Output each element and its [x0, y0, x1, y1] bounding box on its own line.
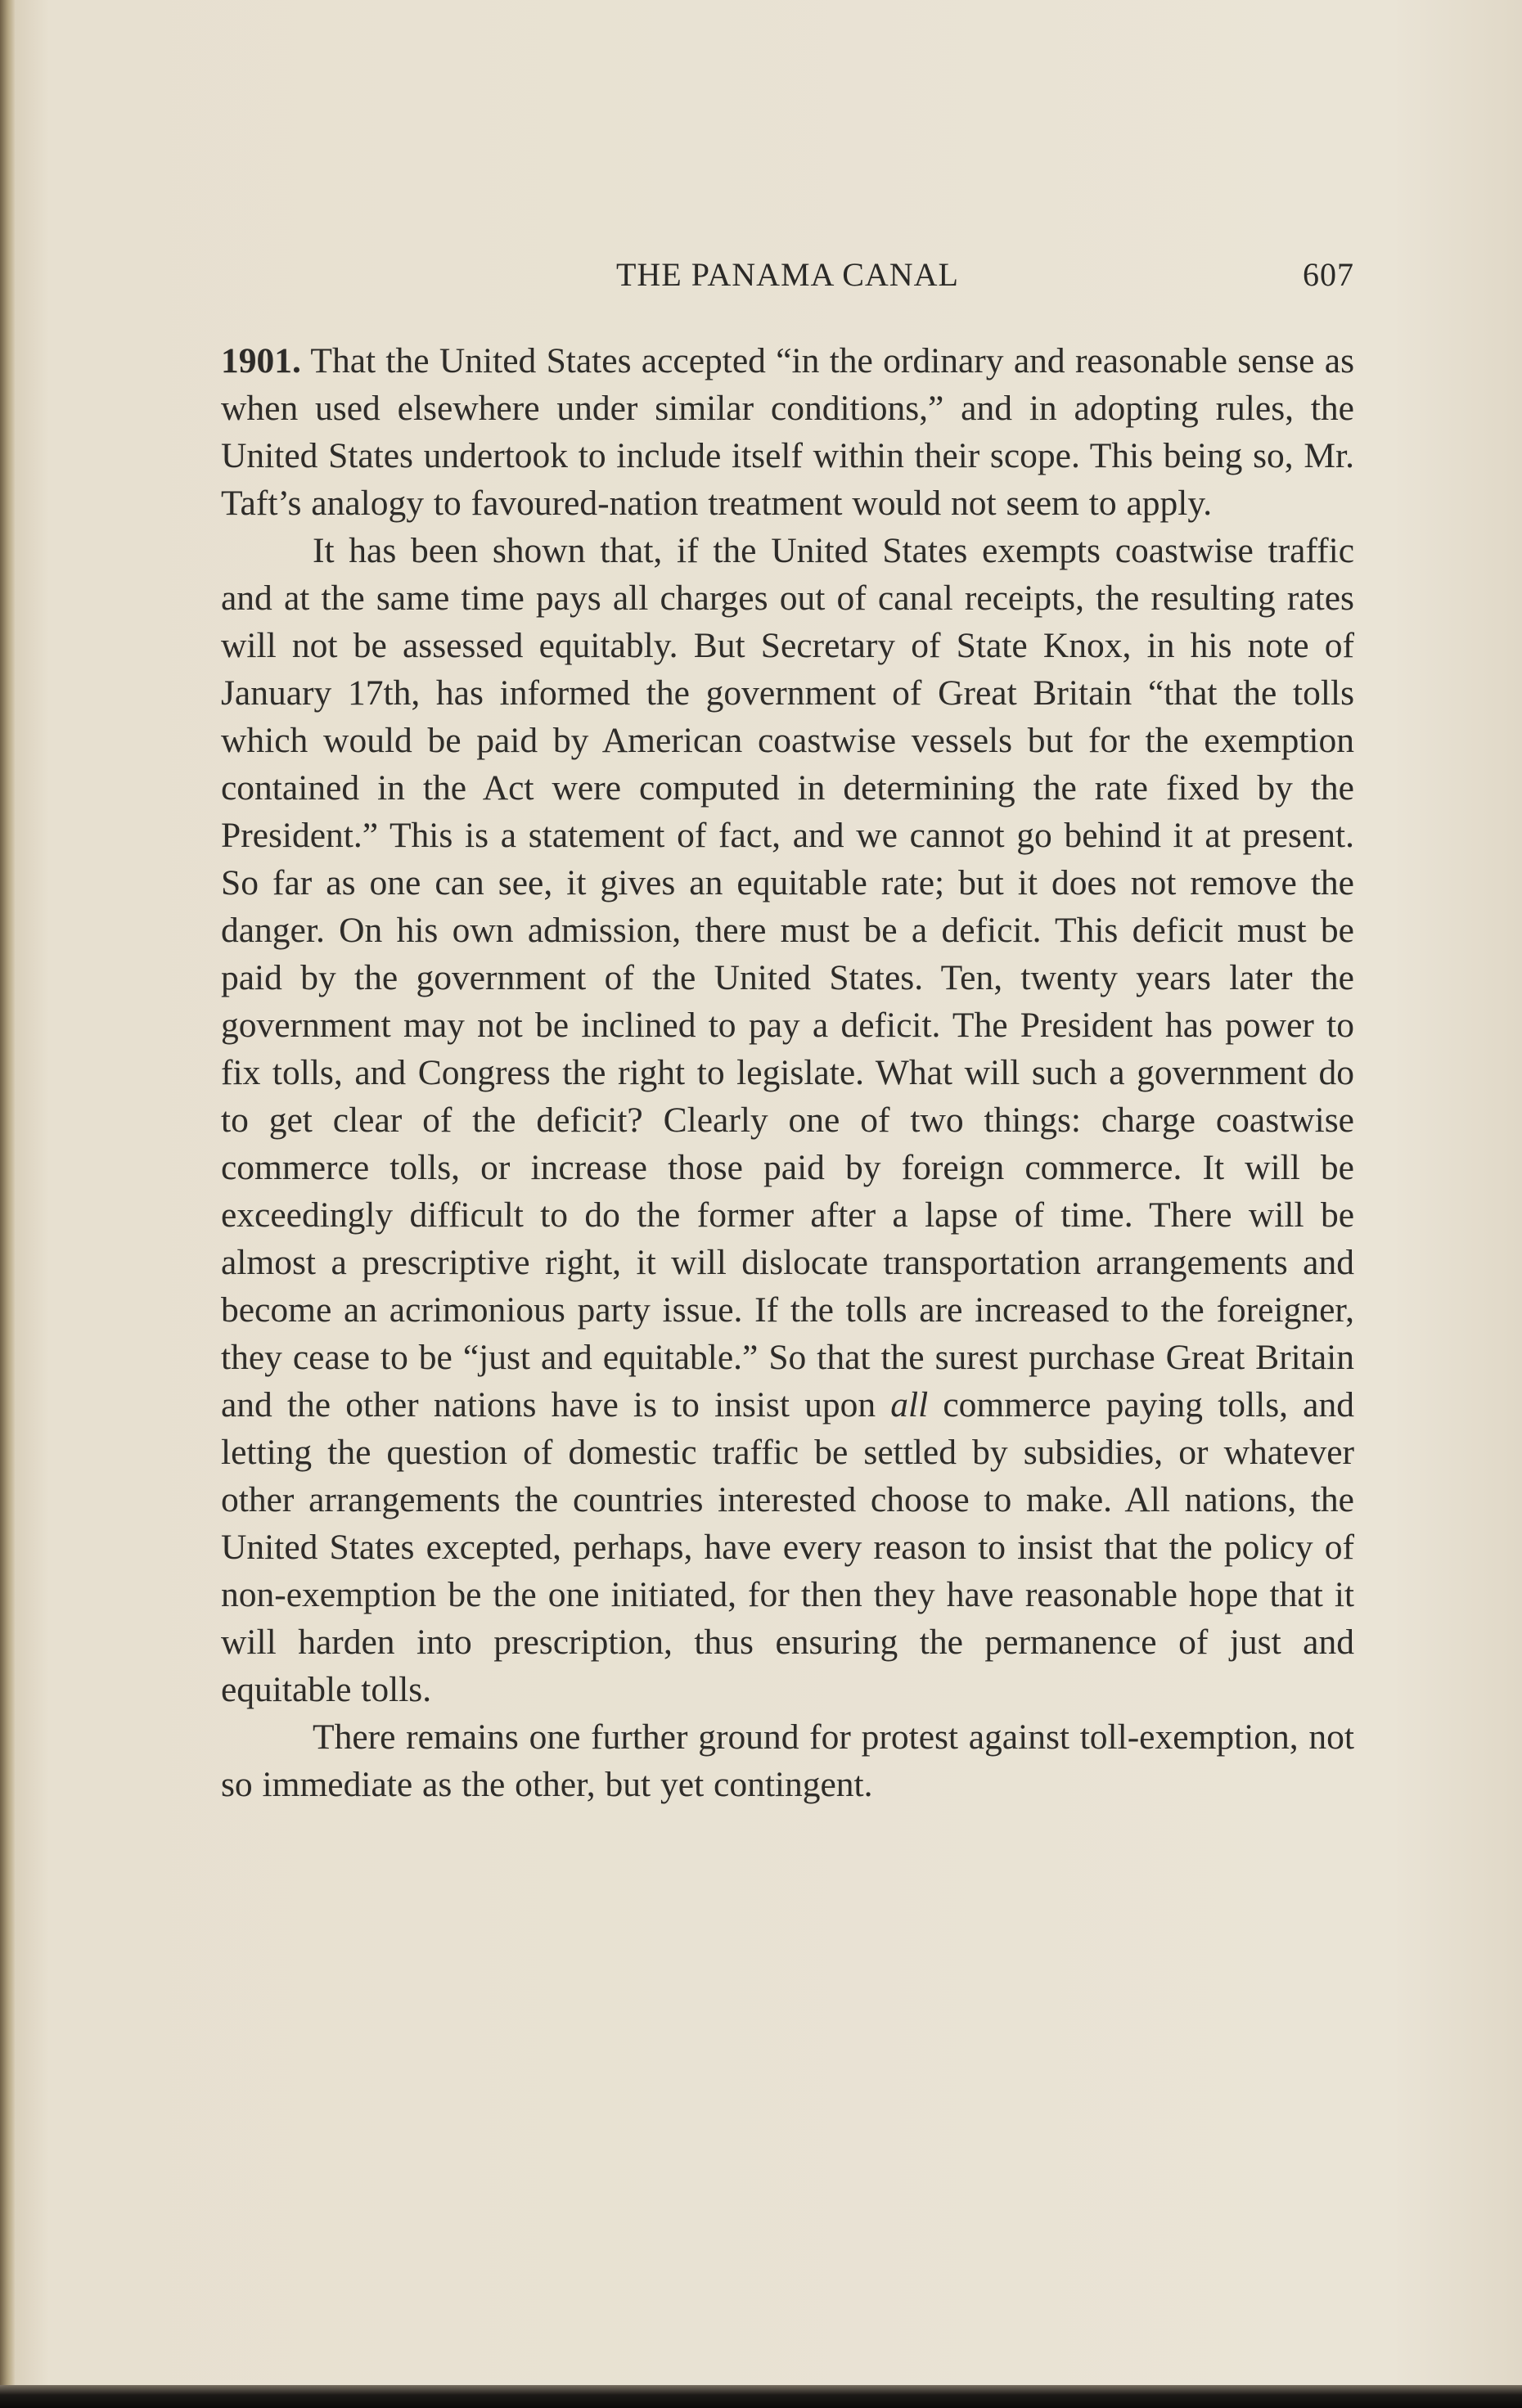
- page-gutter-shadow: [0, 0, 15, 2408]
- running-head: THE PANAMA CANAL: [615, 256, 959, 293]
- page-header: [221, 255, 1354, 304]
- paragraph-1: [221, 337, 1354, 527]
- paragraph-2-emphasis: all: [890, 1385, 929, 1425]
- page-bottom-edge: [0, 2385, 1522, 2408]
- paragraph-2: [221, 527, 1354, 1713]
- paragraph-3-text: There remains one further ground for protest against toll-exemption, not so immediate as the other, but yet contingent.: [221, 1717, 1354, 1804]
- body-text: [221, 337, 1354, 1808]
- paragraph-2-text-after: commerce paying tolls, and letting the question of domestic traffic be settled by subsidies, or whatever other arrangements the countries interested choose to make. All nations, the United States excepted, perhaps, have every reason to insist that the policy of non-exemption be the one initiated, for then they have reasonable hope that it will harden into prescription, thus ensuring the permanence of just and equitable tolls.: [221, 1385, 1354, 1709]
- page-number: 607: [1303, 256, 1354, 293]
- paragraph-2-text: It has been shown that, if the United States exempts coastwise traffic and at the same time pays all charges out of canal receipts, the resulting rates will not be assessed equitably. But Secretary of State Knox, in his note of January 17th, has informed the government of Great Britain “that the tolls which would be paid by American coastwise vessels but for the exemption contained in the Act were computed in determining the rate fixed by the President.” This is a statement of fact, and we cannot go behind it at present. So far as one can see, it gives an equitable rate; but it does not remove the danger. On his own admission, there must be a deficit. This deficit must be paid by the government of the United States. Ten, twenty years later the government may not be inclined to pay a deficit. The President has power to fix tolls, and Congress the right to legislate. What will such a government do to get clear of the deficit? Clearly one of two things: charge coastwise commerce tolls, or increase those paid by foreign commerce. It will be exceedingly difficult to do the former after a lapse of time. There will be almost a prescriptive right, it will dislocate transportation arrangements and become an acrimonious party issue. If the tolls are increased to the foreigner, they cease to be “just and equitable.” So that the surest purchase Great Britain and the other nations have is to insist upon: [221, 531, 1354, 1425]
- paragraph-1-lead: 1901.: [221, 341, 301, 380]
- paragraph-1-text: That the United States accepted “in the ordinary and reasonable sense as when used elsewhere under similar conditions,” and in adopting rules, the United States undertook to include itself within their scope. This being so, Mr. Taft’s analogy to favoured-nation treatment would not seem to apply.: [221, 341, 1354, 523]
- paragraph-3: [221, 1713, 1354, 1808]
